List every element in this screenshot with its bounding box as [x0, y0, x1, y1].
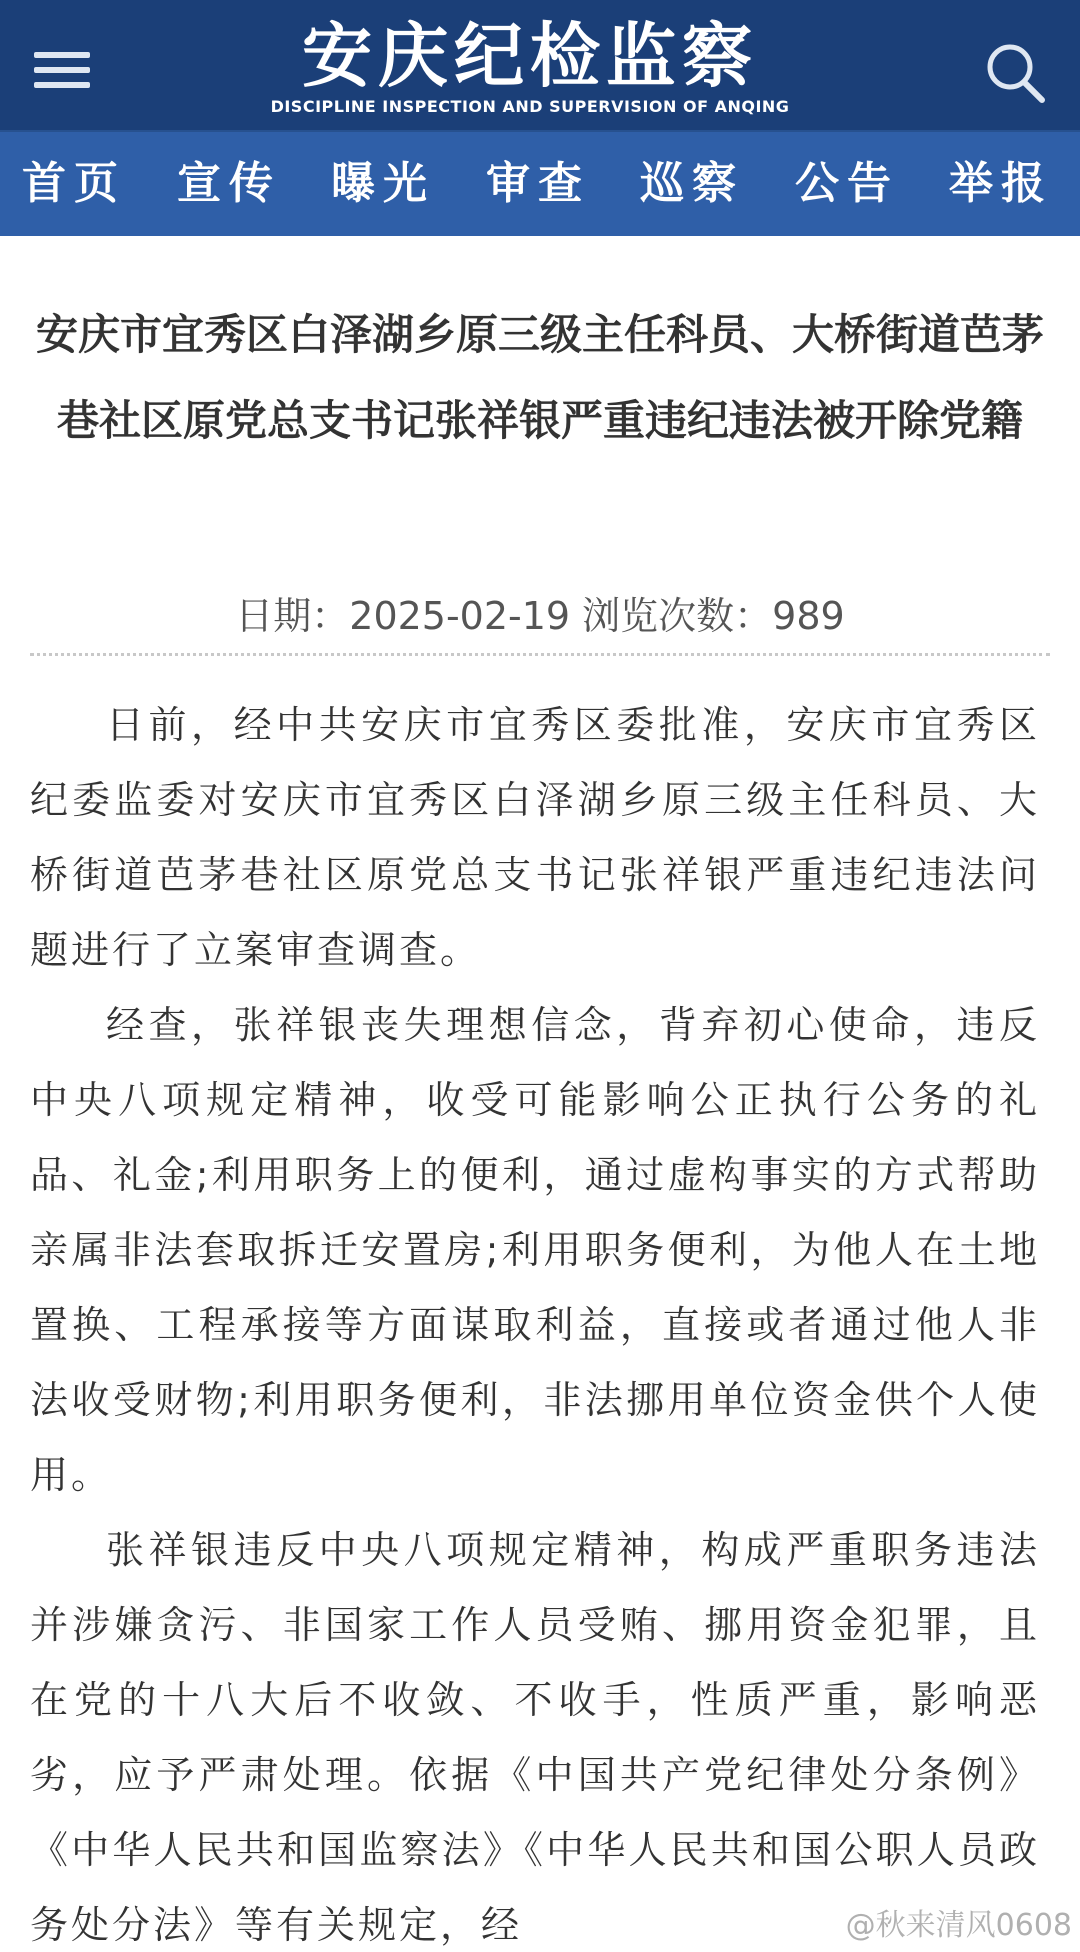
nav-item-inspection[interactable]: 巡察 — [640, 158, 744, 209]
site-logo-subtitle: DISCIPLINE INSPECTION AND SUPERVISION OF ANQING — [270, 97, 790, 116]
nav-item-home[interactable]: 首页 — [22, 158, 126, 209]
site-logo-title[interactable]: 安庆纪检监察 — [302, 15, 758, 97]
nav-item-exposure[interactable]: 曝光 — [331, 158, 435, 209]
menu-bar — [34, 52, 90, 58]
article-body — [30, 688, 1040, 1952]
nav-item-report[interactable]: 举报 — [949, 158, 1053, 209]
nav-item-publicity[interactable]: 宣传 — [177, 158, 281, 209]
site-header — [0, 0, 1080, 130]
article-paragraph: 日前，经中共安庆市宜秀区委批准，安庆市宜秀区纪委监委对安庆市宜秀区白泽湖乡原三级主任科员、大桥街道芭茅巷社区原党总支书记张祥银严重违纪违法问题进行了立案审查调查。 — [30, 703, 1040, 972]
menu-icon[interactable] — [30, 46, 92, 94]
menu-bar — [34, 67, 90, 73]
nav-item-notice[interactable]: 公告 — [795, 158, 899, 209]
article-paragraph: 张祥银违反中央八项规定精神，构成严重职务违法并涉嫌贪污、非国家工作人员受贿、挪用资金犯罪，且在党的十八大后不收敛、不收手，性质严重，影响恶劣，应予严肃处理。依据《中国共产党纪律处分条例》《中华人民共和国监察法》《中华人民共和国公职人员政务处分法》等有关规定，经 — [30, 1528, 1040, 1947]
menu-bar — [34, 82, 90, 88]
nav-item-review[interactable]: 审查 — [486, 158, 590, 209]
search-icon[interactable] — [980, 38, 1050, 108]
article-title: 安庆市宜秀区白泽湖乡原三级主任科员、大桥街道芭茅巷社区原党总支书记张祥银严重违纪违法被开除党籍 — [35, 310, 1044, 445]
watermark: @秋来清风0608 — [845, 1908, 1072, 1943]
article-meta: 日期：2025-02-19 浏览次数：989 — [235, 594, 845, 638]
divider — [30, 653, 1050, 656]
main-nav — [0, 130, 1080, 236]
article-paragraph: 经查，张祥银丧失理想信念，背弃初心使命，违反中央八项规定精神，收受可能影响公正执行公务的礼品、礼金;利用职务上的便利，通过虚构事实的方式帮助亲属非法套取拆迁安置房;利用职务便利，为他人在土地置换、工程承接等方面谋取利益，直接或者通过他人非法收受财物;利用职务便利，非法挪用单位资金供个人使用。 — [30, 1003, 1040, 1497]
